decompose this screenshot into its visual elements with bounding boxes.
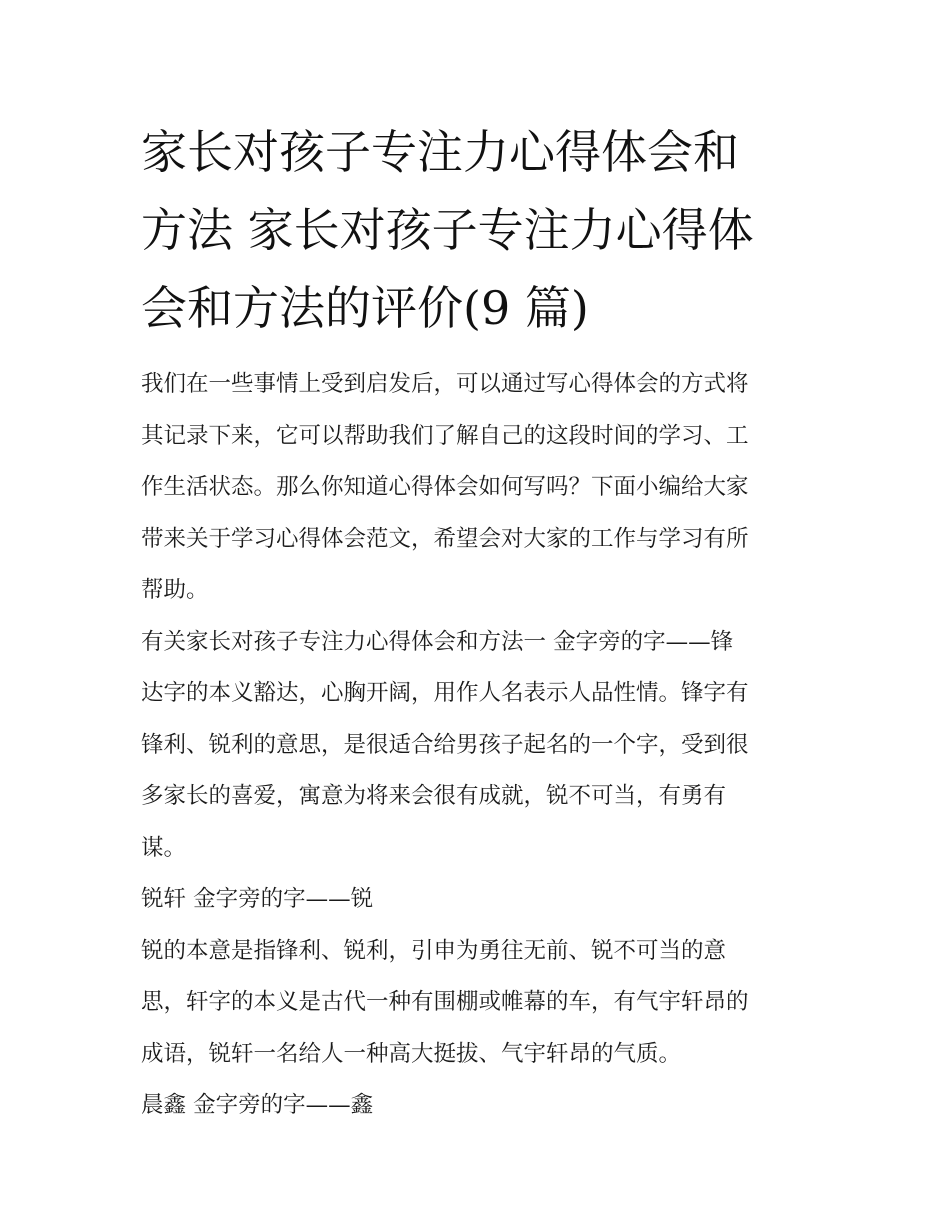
title-line: 家长对孩子专注力心得体会和: [141, 125, 739, 179]
text-line: 锋利、锐利的意思，是很适合给男孩子起名的一个字，受到很: [141, 731, 749, 758]
text-line: 锐轩 金字旁的字——锐: [141, 886, 374, 912]
section-paragraph: [141, 617, 813, 875]
text-line: 成语，锐轩一名给人一种高大挺拔、气宇轩昂的气质。: [141, 1040, 682, 1067]
text-line: 谋。: [141, 834, 187, 861]
document-body: [141, 359, 813, 1132]
text-line: 带来关于学习心得体会范文，希望会对大家的工作与学习有所: [141, 525, 749, 552]
name-heading: [141, 1080, 813, 1132]
title-line: 会和方法的评价(9 篇): [141, 281, 589, 335]
name-heading: [141, 874, 813, 926]
text-line: 有关家长对孩子专注力心得体会和方法一 金字旁的字——锋: [141, 628, 734, 655]
text-line: 晨鑫 金字旁的字——鑫: [141, 1092, 374, 1118]
text-line: 帮助。: [141, 577, 209, 603]
document-title: [141, 113, 813, 347]
text-line: 其记录下来，它可以帮助我们了解自己的这段时间的学习、工: [141, 422, 749, 449]
text-line: 达字的本义豁达，心胸开阔，用作人名表示人品性情。锋字有: [141, 680, 749, 706]
title-line: 方法 家长对孩子专注力心得体: [141, 203, 754, 257]
document-page: [141, 113, 813, 1132]
text-line: 我们在一些事情上受到启发后，可以通过写心得体会的方式将: [141, 371, 749, 397]
text-line: 多家长的喜爱，寓意为将来会很有成就，锐不可当，有勇有: [141, 783, 727, 809]
name-description: [141, 926, 813, 1081]
intro-paragraph: [141, 359, 813, 617]
text-line: 思，轩字的本义是古代一种有围棚或帷幕的车，有气宇轩昂的: [141, 989, 749, 1015]
text-line: 作生活状态。那么你知道心得体会如何写吗？下面小编给大家: [141, 474, 749, 500]
text-line: 锐的本意是指锋利、锐利，引申为勇往无前、锐不可当的意: [141, 937, 727, 964]
